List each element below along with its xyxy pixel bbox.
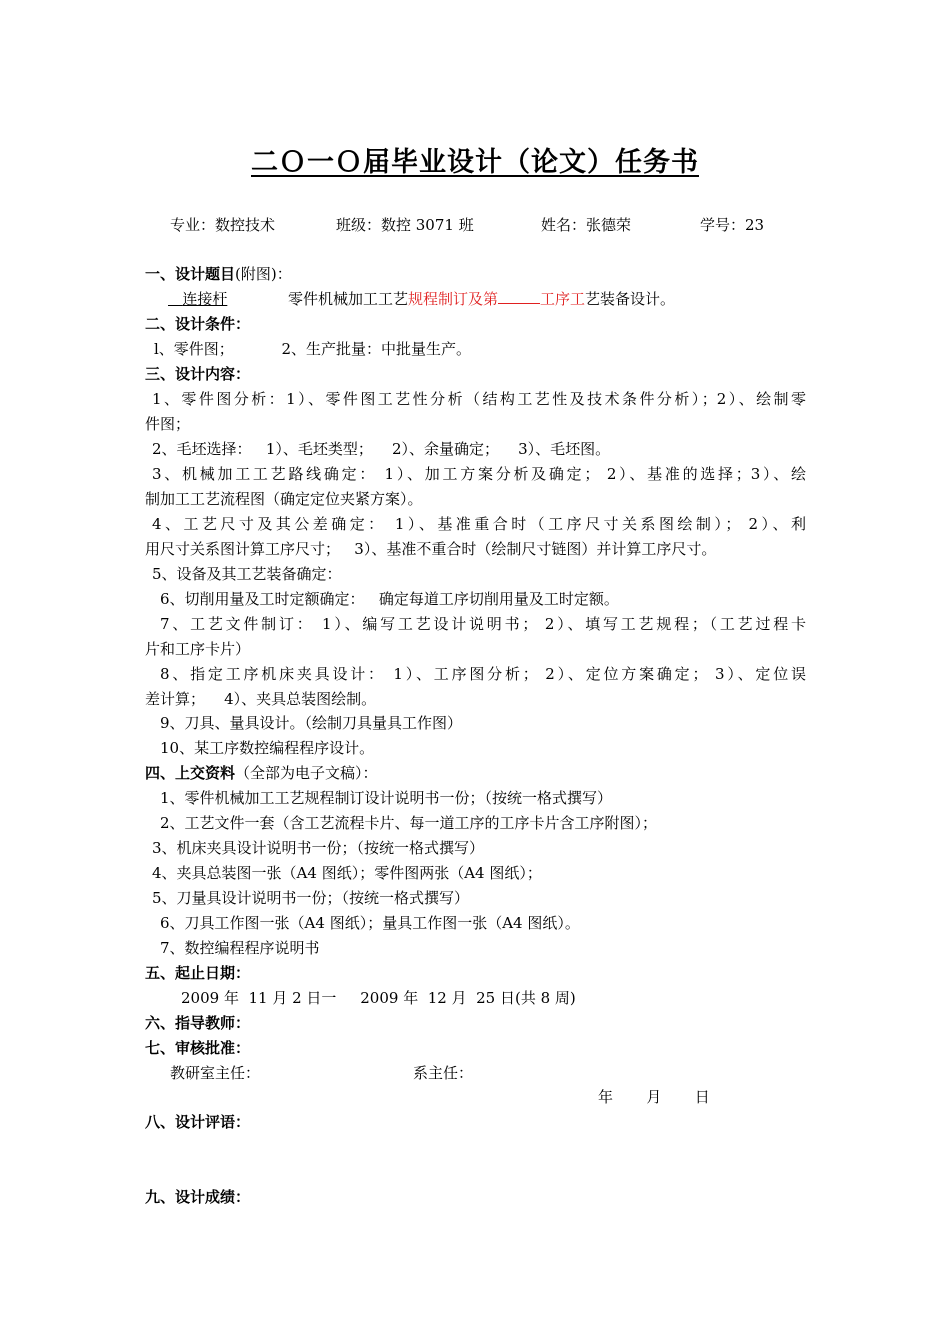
process-number-blank: [498, 289, 540, 304]
director-label: 教研室主任：: [170, 1064, 261, 1082]
part-name: 连接杆: [182, 290, 228, 308]
section-5-heading: 五、起止日期：: [145, 964, 251, 982]
section-3-item-7b: 片和工序卡片）: [145, 640, 251, 658]
section-4-item-5: 5、刀量具设计说明书一份；（按统一格式撰写）: [152, 889, 470, 907]
section-6-heading: 六、指导教师：: [145, 1014, 251, 1032]
section-3-item-9: 9、刀具、量具设计。（绘制刀具量具工作图）: [160, 714, 463, 732]
section-3-item-3a: 3、机械加工工艺路线确定： 1）、加工方案分析及确定； 2）、基准的选择；3）、绘: [152, 465, 806, 483]
approval-date-line: 年 月 日: [598, 1088, 710, 1106]
section-4-item-6: 6、刀具工作图一张（A4 图纸）；量具工作图一张（A4 图纸）。: [160, 914, 580, 932]
section-4-item-4: 4、夹具总装图一张（A4 图纸）；零件图两张（A4 图纸）；: [152, 864, 542, 882]
section-4-item-7: 7、数控编程程序说明书: [160, 939, 320, 957]
section-8-heading: 八、设计评语：: [145, 1113, 251, 1131]
document-title: 二Ｏ一Ｏ届毕业设计（论文）任务书: [251, 147, 699, 178]
section-5-dates: 2009 年 11 月 2 日一 2009 年 12 月 25 日(共 8 周): [181, 989, 576, 1007]
section-heading-suffix: (附图)：: [235, 265, 292, 283]
section-3-item-8b: 差计算； 4）、夹具总装图绘制。: [145, 690, 377, 708]
section-3-item-6: 6、切削用量及工时定额确定： 确定每道工序切削用量及工时定额。: [160, 590, 619, 608]
section-1-topic: [168, 289, 675, 309]
section-2-heading: 二、设计条件：: [145, 315, 251, 333]
info-major: 专业：数控技术: [170, 216, 276, 234]
topic-text-red-b: 工序工: [540, 290, 586, 308]
section-3-heading: 三、设计内容：: [145, 365, 251, 383]
topic-text-a: 零件机械加工工艺: [288, 290, 409, 308]
section-4-item-1: 1、零件机械加工工艺规程制订设计说明书一份；（按统一格式撰写）: [160, 789, 613, 807]
section-7-heading: 七、审核批准：: [145, 1039, 251, 1057]
section-4-item-2: 2、工艺文件一套（含工艺流程卡片、每一道工序的工序卡片含工序附图）；: [160, 814, 658, 832]
section-3-item-10: 10、某工序数控编程程序设计。: [160, 739, 375, 757]
dean-label: 系主任：: [413, 1064, 474, 1082]
section-9-heading: 九、设计成绩：: [145, 1188, 251, 1206]
section-heading-text: 四、上交资料: [145, 764, 236, 782]
section-3-item-1a: 1、零件图分析：1）、零件图工艺性分析（结构工艺性及技术条件分析）；2）、绘制零: [152, 390, 806, 408]
info-name: 姓名：张德荣: [541, 216, 632, 234]
section-heading-suffix: （全部为电子文稿）：: [235, 764, 378, 782]
section-3-item-7a: 7、工艺文件制订： 1）、编写工艺设计说明书； 2）、填写工艺规程；（工艺过程卡: [160, 615, 806, 633]
section-3-item-4a: 4、工艺尺寸及其公差确定： 1）、基准重合时（工序尺寸关系图绘制）； 2）、利: [152, 515, 806, 533]
topic-text-red-a: 规程制订及第: [408, 290, 499, 308]
section-3-item-2: 2、毛坯选择： 1）、毛坯类型； 2）、余量确定； 3）、毛坯图。: [152, 440, 611, 458]
section-3-item-8a: 8、指定工序机床夹具设计： 1）、工序图分析； 2）、定位方案确定； 3）、定位误: [160, 665, 806, 683]
section-1-heading: [145, 264, 292, 284]
section-4-heading: [145, 763, 378, 783]
section-3-item-4b: 用尺寸关系图计算工序尺寸； 3）、基准不重合时（绘制尺寸链图）并计算工序尺寸。: [145, 540, 717, 558]
section-3-item-3b: 制加工工艺流程图（确定定位夹紧方案）。: [145, 490, 423, 508]
section-3-item-1b: 件图；: [145, 415, 191, 433]
section-2-line: l、零件图； 2、生产批量：中批量生产。: [154, 340, 472, 358]
info-class: 班级：数控 3071 班: [336, 216, 474, 234]
topic-text-b: 艺装备设计。: [585, 290, 676, 308]
section-heading-text: 一、设计题目: [145, 265, 236, 283]
section-3-item-5: 5、设备及其工艺装备确定：: [152, 565, 342, 583]
section-4-item-3: 3、机床夹具设计说明书一份；（按统一格式撰写）: [152, 839, 485, 857]
info-number: 学号：23: [700, 216, 765, 234]
